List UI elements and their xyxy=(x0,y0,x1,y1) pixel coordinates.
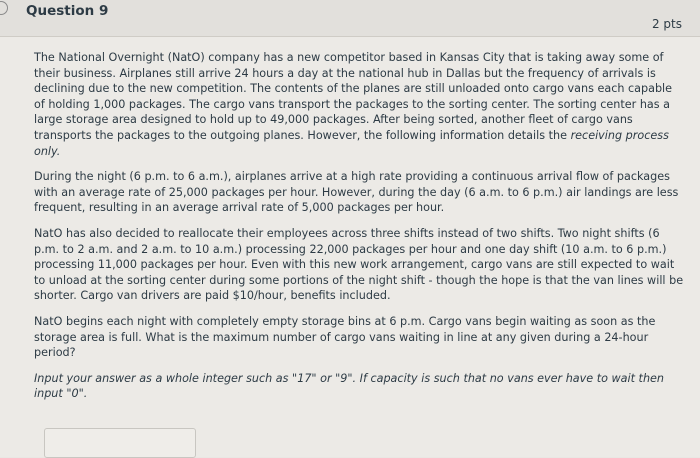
question-text xyxy=(34,50,686,412)
paragraph-4: NatO begins each night with completely empty storage bins at 6 p.m. Cargo vans begin waiting as soon as the storage area is full. What is the maximum number of cargo vans waiting in line at any given during a 24-hour period? xyxy=(34,314,656,360)
question-points: 2 pts xyxy=(651,17,682,31)
paragraph-2: During the night (6 p.m. to 6 a.m.), airplanes arrive at a high rate providing a continuous arrival flow of packages with an average rate of 25,000 packages per hour. However, during the day (6 a.m. to 6 p.m.) air landings are less frequent, resulting in an average arrival rate of 5,000 packages per hour. xyxy=(34,170,679,215)
answer-input[interactable] xyxy=(44,428,196,458)
paragraph-1: The National Overnight (NatO) company has a new competitor based in Kansas City that is taking away some of their business. Airplanes still arrive 24 hours a day at the national hub in Dallas but the frequency of arrivals is declining due to the new competition. The contents of the planes are still unloaded onto cargo vans each capable of holding 1,000 packages. The cargo vans transport the packages to the sorting center. The sorting center has a large storage area designed to hold up to 49,000 packages. After being sorted, another fleet of cargo vans transports the packages to the outgoing planes. However, the following information details the receiving process only. xyxy=(34,51,673,158)
paragraph-3: NatO has also decided to reallocate their employees across three shifts instead of two shifts. Two night shifts (6 p.m. to 2 a.m. and 2 a.m. to 10 a.m.) processing 22,000 packages per hour and one day shift (10 a.m. to 6 p.m.) processing 11,000 packages per hour. Even with this new work arrangement, cargo vans are still expected to wait to unload at the sorting center during some portions of the night shift - though the hope is that the van lines will be shorter. Cargo van drivers are paid $10/hour, benefits included. xyxy=(34,226,684,303)
question-title: Question 9 xyxy=(26,3,109,19)
answer-instruction: Input your answer as a whole integer such as "17" or "9". If capacity is such that no vans ever have to wait then input "0". xyxy=(34,371,665,401)
emphasis-text: receiving process only. xyxy=(34,128,669,158)
flag-question-icon[interactable] xyxy=(0,1,8,15)
question-header xyxy=(0,0,700,37)
